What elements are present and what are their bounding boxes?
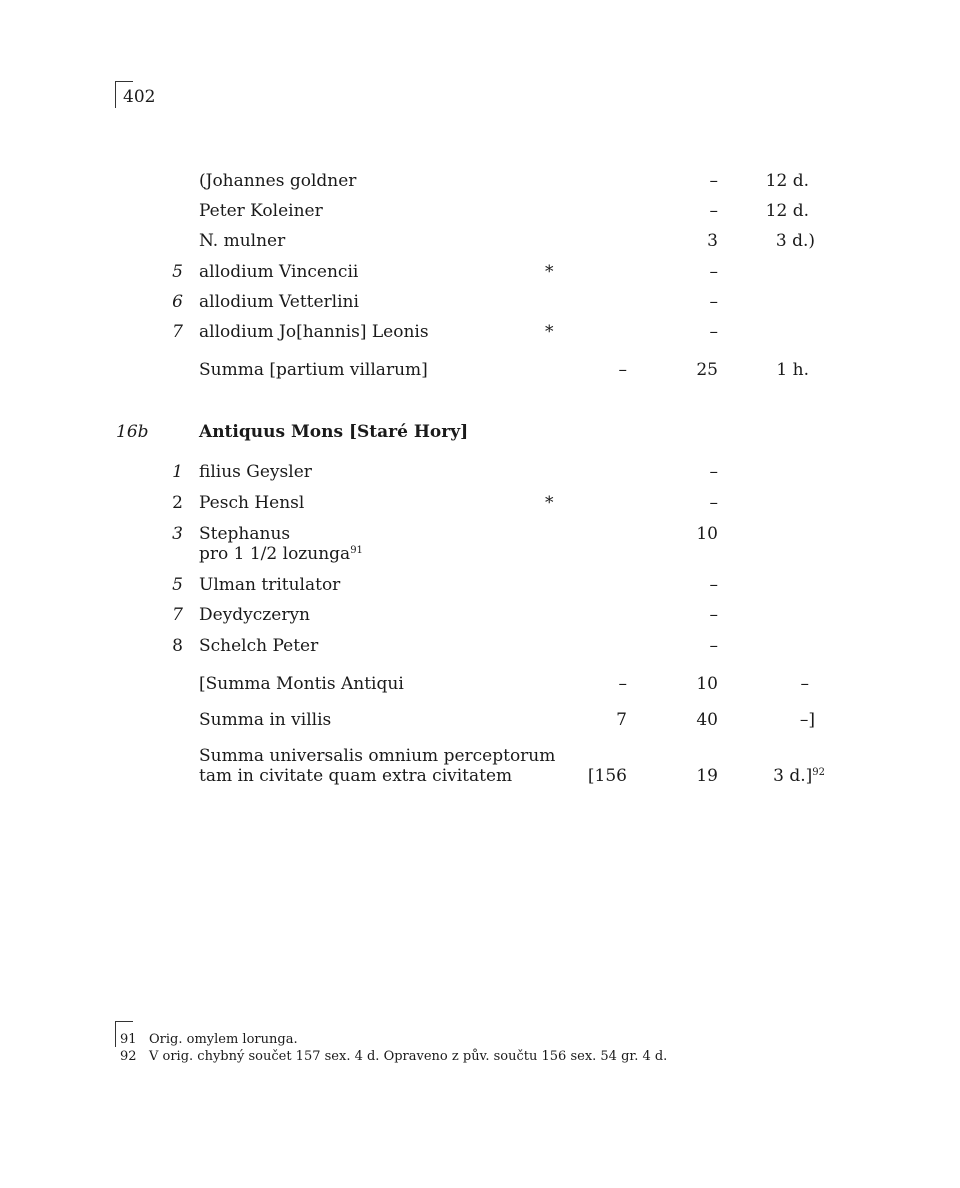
- sum-row: [0, 360, 960, 400]
- page-number-rule-vertical: [115, 81, 116, 108]
- row-name: [199, 524, 579, 564]
- row-name: Deydyczeryn: [199, 605, 310, 625]
- row-value-b: 10: [696, 674, 718, 694]
- row-number: 7: [172, 322, 183, 342]
- section-id: 16b: [116, 422, 149, 442]
- row-value-c-text: 3 d.]: [773, 766, 813, 786]
- row-value-b: –: [709, 201, 718, 221]
- row-name: Summa in villis: [199, 710, 332, 730]
- row-value-c: 3 d.): [775, 231, 815, 251]
- row-value-b: –: [709, 171, 718, 191]
- row-value-a: 7: [616, 710, 627, 730]
- row-value-b: –: [709, 575, 718, 595]
- row-value-b: 40: [696, 710, 718, 730]
- row-name: N. mulner: [199, 231, 286, 251]
- row-value-b: 10: [696, 524, 718, 544]
- row-number: 2: [172, 493, 183, 513]
- row-name: Ulman tritulator: [199, 575, 341, 595]
- row-number: 5: [172, 262, 183, 282]
- footnote-ref: 92: [812, 767, 825, 778]
- footnote-number: 92: [120, 1049, 137, 1064]
- row-number: 5: [172, 575, 183, 595]
- row-value-b: –: [709, 605, 718, 625]
- sum-row: [0, 746, 960, 786]
- row-value-c: –]: [799, 710, 815, 730]
- sum-row: [0, 710, 960, 750]
- row-name: allodium Vetterlini: [199, 292, 359, 312]
- row-name: allodium Jo[hannis] Leonis: [199, 322, 429, 342]
- page-number-text: 402: [123, 87, 156, 107]
- row-value-b: –: [709, 262, 718, 282]
- asterisk-mark: *: [545, 262, 554, 282]
- row-value-b: 25: [696, 360, 718, 380]
- row-name-line2: tam in civitate quam extra civitatem: [199, 766, 513, 786]
- row-value-c: 12 d.: [765, 201, 809, 221]
- row-value-b: –: [709, 493, 718, 513]
- row-value-c: [773, 766, 825, 786]
- footnote-ref: 91: [350, 545, 363, 556]
- row-name-line2: pro 1 1/2 lozunga: [199, 544, 351, 564]
- row-value-b: –: [709, 636, 718, 656]
- row-name: filius Geysler: [199, 462, 312, 482]
- row-name: Schelch Peter: [199, 636, 319, 656]
- row-value-b: –: [709, 462, 718, 482]
- footnote-text: Orig. omylem lorunga.: [149, 1032, 298, 1047]
- row-name: Peter Koleiner: [199, 201, 323, 221]
- row-value-a: –: [618, 360, 627, 380]
- table-row: [0, 322, 960, 362]
- sum-row: [0, 674, 960, 714]
- footnote-rule-horizontal: [115, 1021, 133, 1022]
- footnote-number: 91: [120, 1032, 137, 1047]
- page-number-rule-horizontal: [115, 81, 133, 82]
- row-value-c: 12 d.: [765, 171, 809, 191]
- row-name: Summa [partium villarum]: [199, 360, 428, 380]
- row-value-a: [156: [587, 766, 627, 786]
- footnote-rule-vertical: [115, 1021, 116, 1047]
- row-value-b: 19: [696, 766, 718, 786]
- asterisk-mark: *: [545, 493, 554, 513]
- row-name-line1: Summa universalis omnium perceptorum: [199, 746, 556, 766]
- row-name-line1: Stephanus: [199, 524, 291, 544]
- row-name: [199, 746, 579, 786]
- footnote-text: V orig. chybný součet 157 sex. 4 d. Opraveno z pův. součtu 156 sex. 54 gr. 4 d.: [149, 1049, 668, 1064]
- row-value-c: 1 h.: [776, 360, 809, 380]
- row-name: Pesch Hensl: [199, 493, 305, 513]
- row-number: 8: [172, 636, 183, 656]
- table-row: [0, 524, 960, 564]
- page-number: [115, 81, 155, 109]
- row-number: 1: [172, 462, 183, 482]
- row-name: allodium Vincencii: [199, 262, 359, 282]
- row-value-b: 3: [707, 231, 718, 251]
- row-number: 3: [172, 524, 183, 544]
- row-value-b: –: [709, 292, 718, 312]
- row-number: 6: [172, 292, 183, 312]
- row-number: 7: [172, 605, 183, 625]
- table-row: [0, 636, 960, 676]
- row-value-a: –: [618, 674, 627, 694]
- row-name: (Johannes goldner: [199, 171, 357, 191]
- row-value-c: –: [800, 674, 809, 694]
- asterisk-mark: *: [545, 322, 554, 342]
- row-name: [Summa Montis Antiqui: [199, 674, 404, 694]
- row-value-b: –: [709, 322, 718, 342]
- section-title: Antiquus Mons [Staré Hory]: [199, 422, 469, 442]
